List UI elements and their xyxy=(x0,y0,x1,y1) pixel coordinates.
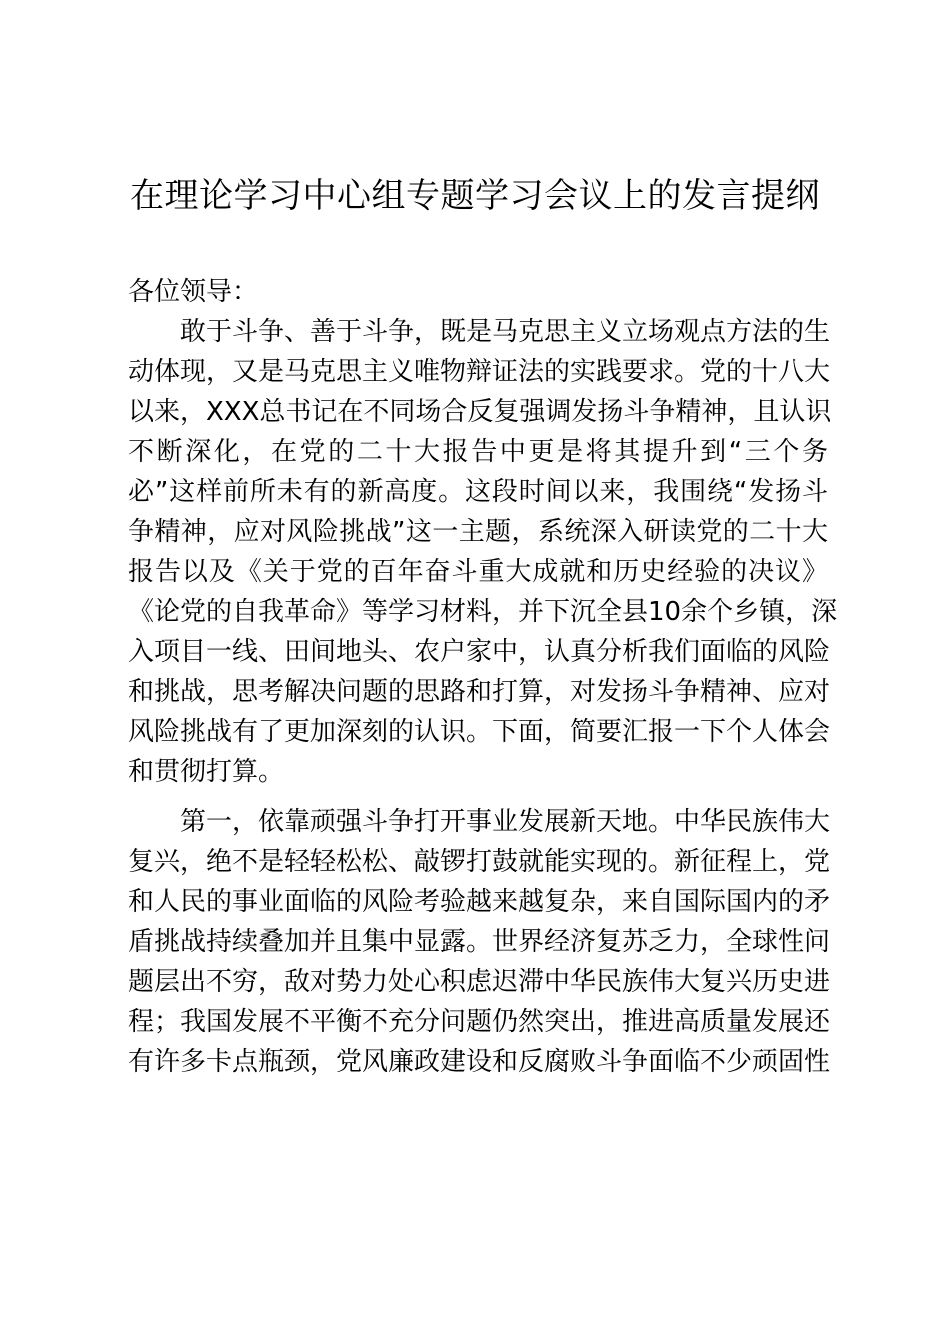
document-body xyxy=(128,272,838,1082)
paragraph-line: 以来，XXX总书记在不同场合反复强调发扬斗争精神，且认识 xyxy=(128,397,832,427)
paragraph-line: 争精神，应对风险挑战”这一主题，系统深入研读党的二十大 xyxy=(128,517,828,547)
paragraph-line: 题层出不穷，敌对势力处心积虑迟滞中华民族伟大复兴历史进 xyxy=(128,967,831,997)
salutation: 各位领导： xyxy=(128,277,259,307)
paragraph-2 xyxy=(128,802,831,1082)
paragraph-line: 不断深化，在党的二十大报告中更是将其提升到“三个务 xyxy=(128,437,828,467)
paragraph-line: 《论党的自我革命》等学习材料，并下沉全县10余个乡镇，深 xyxy=(128,597,838,627)
paragraph-line: 第一，依靠顽强斗争打开事业发展新天地。中华民族伟大 xyxy=(180,807,831,837)
paragraph-line: 盾挑战持续叠加并且集中显露。世界经济复苏乏力，全球性问 xyxy=(128,927,831,957)
paragraph-1 xyxy=(128,312,838,792)
paragraph-line: 敢于斗争、善于斗争，既是马克思主义立场观点方法的生 xyxy=(180,317,831,347)
paragraph-line: 和贯彻打算。 xyxy=(128,757,285,787)
paragraph-line: 复兴，绝不是轻轻松松、敲锣打鼓就能实现的。新征程上，党 xyxy=(128,847,831,877)
paragraph-line: 入项目一线、田间地头、农户家中，认真分析我们面临的风险 xyxy=(128,637,831,667)
paragraph-line: 和人民的事业面临的风险考验越来越复杂，来自国际国内的矛 xyxy=(128,887,831,917)
paragraph-line: 程；我国发展不平衡不充分问题仍然突出，推进高质量发展还 xyxy=(128,1007,831,1037)
paragraph-line: 报告以及《关于党的百年奋斗重大成就和历史经验的决议》 xyxy=(128,557,828,587)
paragraph-line: 有许多卡点瓶颈，党风廉政建设和反腐败斗争面临不少顽固性 xyxy=(128,1047,831,1077)
paragraph-line: 风险挑战有了更加深刻的认识。下面，简要汇报一下个人体会 xyxy=(128,717,831,747)
paragraph-line: 和挑战，思考解决问题的思路和打算，对发扬斗争精神、应对 xyxy=(128,677,831,707)
paragraph-line: 必”这样前所未有的新高度。这段时间以来，我围绕“发扬斗 xyxy=(128,477,828,507)
document-title: 在理论学习中心组专题学习会议上的发言提纲 xyxy=(130,176,820,216)
paragraph-line: 动体现，又是马克思主义唯物辩证法的实践要求。党的十八大 xyxy=(128,357,831,387)
